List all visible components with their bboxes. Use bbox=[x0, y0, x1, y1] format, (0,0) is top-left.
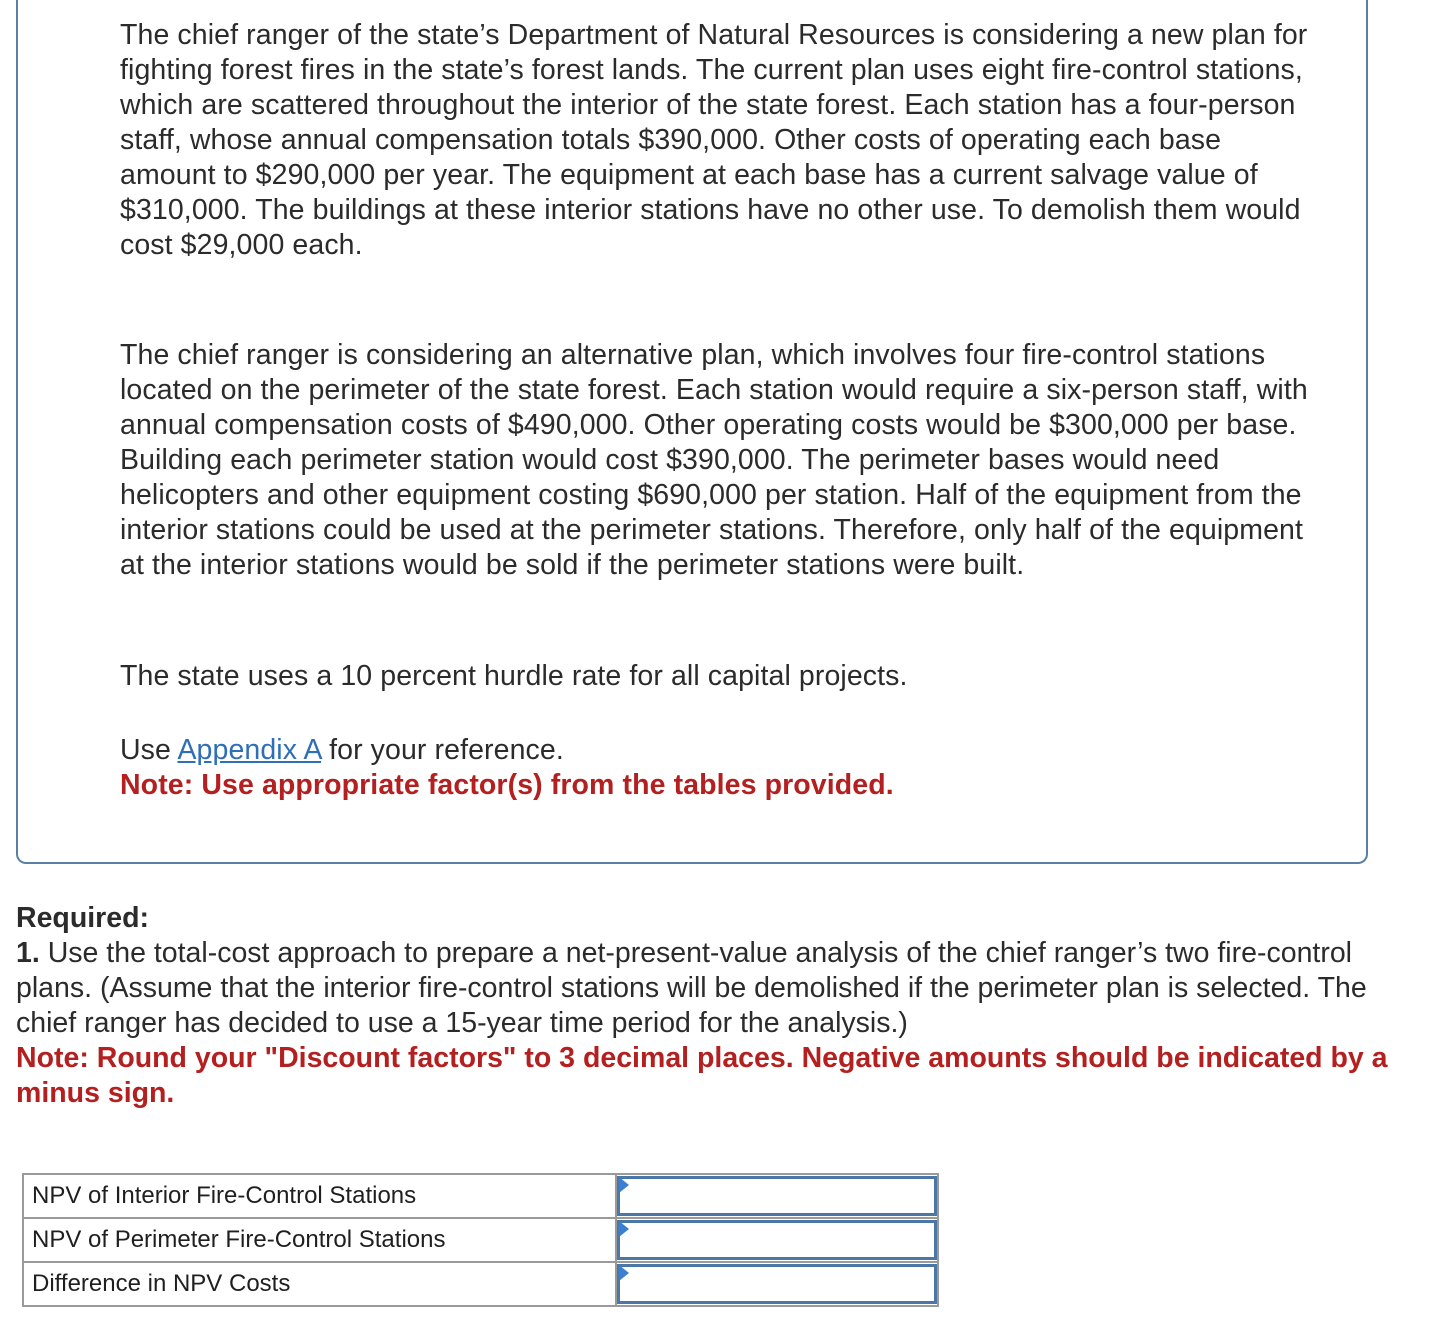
problem-paragraph-hurdle-rate: The state uses a 10 percent hurdle rate for all capital projects. bbox=[120, 660, 908, 692]
npv-interior-input[interactable] bbox=[617, 1176, 937, 1216]
appendix-reference-line bbox=[120, 733, 1310, 768]
npv-perimeter-input[interactable] bbox=[617, 1220, 937, 1260]
table-row bbox=[23, 1262, 938, 1306]
flag-icon bbox=[619, 1265, 629, 1281]
requirement-text: Use the total-cost approach to prepare a net-present-value analysis of the chief ranger’s two fire-control plans. (Assume that the interior fire-control stations will be demolished if the perimeter plan is selected. The chief ranger has decided to use a 15-year time period for the analysis.) bbox=[16, 937, 1367, 1039]
answer-cell bbox=[616, 1174, 938, 1218]
problem-paragraph-current-plan: The chief ranger of the state’s Department of Natural Resources is considering a new plan for fighting forest fires in the state’s forest lands. The current plan uses eight fire-control stations, which are scattered throughout the interior of the state forest. Each station has a four-person staff, whose annual compensation totals $390,000. Other costs of operating each base amount to $290,000 per year. The equipment at each base has a current salvage value of $310,000. The buildings at these interior stations have no other use. To demolish them would cost $29,000 each. bbox=[120, 19, 1308, 261]
answer-cell bbox=[616, 1262, 938, 1306]
requirement-number: 1. bbox=[16, 937, 40, 969]
npv-difference-input[interactable] bbox=[617, 1264, 937, 1304]
required-heading: Required: bbox=[16, 902, 150, 934]
appendix-a-link[interactable]: Appendix A bbox=[177, 734, 322, 766]
flag-icon bbox=[619, 1221, 629, 1237]
reference-prefix: Use bbox=[120, 734, 171, 766]
rounding-note: Note: Round your "Discount factors" to 3 decimal places. Negative amounts should be indicated by a minus sign. bbox=[16, 1042, 1388, 1109]
reference-suffix: for your reference. bbox=[329, 734, 564, 766]
required-section bbox=[16, 901, 1426, 1111]
problem-paragraph-alternative-plan: The chief ranger is considering an alternative plan, which involves four fire-control stations located on the perimeter of the state forest. Each station would require a six-person staff, with annual compensation costs of $490,000. Other operating costs would be $300,000 per base. Building each perimeter station would cost $390,000. The perimeter bases would need helicopters and other equipment costing $690,000 per station. Half of the equipment from the interior stations could be used at the perimeter stations. Therefore, only half of the equipment at the interior stations would be sold if the perimeter stations were built. bbox=[120, 339, 1308, 581]
problem-statement-box bbox=[16, 0, 1368, 864]
flag-icon bbox=[619, 1177, 629, 1193]
table-row bbox=[23, 1174, 938, 1218]
row-label: Difference in NPV Costs bbox=[23, 1262, 616, 1306]
table-row bbox=[23, 1218, 938, 1262]
row-label: NPV of Interior Fire-Control Stations bbox=[23, 1174, 616, 1218]
requirement-1 bbox=[16, 936, 1426, 1041]
answer-cell bbox=[616, 1218, 938, 1262]
factor-tables-note: Note: Use appropriate factor(s) from the tables provided. bbox=[120, 769, 894, 801]
row-label: NPV of Perimeter Fire-Control Stations bbox=[23, 1218, 616, 1262]
npv-answer-table bbox=[22, 1173, 939, 1307]
